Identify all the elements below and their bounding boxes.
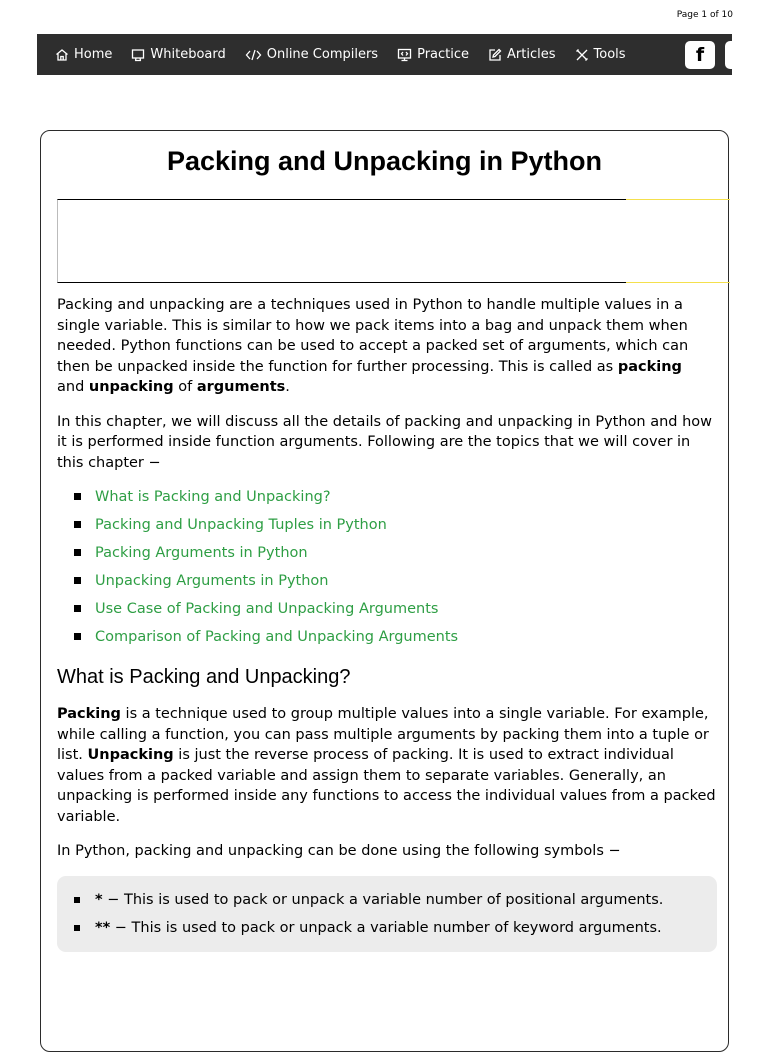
top-navbar	[37, 34, 732, 75]
nav-practice-label: Practice	[417, 47, 470, 62]
facebook-icon: f	[695, 44, 705, 66]
nav-practice[interactable]	[397, 47, 469, 62]
symbol-item	[57, 918, 717, 938]
whiteboard-icon	[131, 48, 145, 62]
topic-link[interactable]: Comparison of Packing and Unpacking Arguments	[57, 627, 717, 655]
intro-mid1: and	[57, 379, 89, 395]
intro-bold-packing: packing	[617, 358, 682, 375]
intro-bold-arguments: arguments	[196, 379, 286, 395]
nav-whiteboard[interactable]	[131, 47, 225, 62]
definition-bold-unpacking: Unpacking	[87, 747, 174, 763]
tools-icon	[575, 48, 589, 62]
page-title: Packing and Unpacking in Python	[166, 146, 603, 176]
topic-link[interactable]: Packing Arguments in Python	[57, 543, 717, 571]
ad-placeholder-accent	[626, 199, 730, 283]
nav-tools[interactable]	[575, 47, 626, 62]
chapter-paragraph: In this chapter, we will discuss all the details of packing and unpacking in Python and how it is performed inside function arguments. Following are the topics that we will cover in this chapter −	[57, 413, 713, 471]
intro-text: Packing and unpacking are a techniques used in Python to handle multiple values in a single variable. This is similar to how we pack items into a bag and unpack them when needed. Python functions can be used to accept a packed set of arguments, which can then be unpacked inside the function for further processing. This is called as	[57, 297, 689, 375]
home-icon	[55, 48, 69, 62]
social-button[interactable]	[725, 41, 732, 69]
definition-paragraph	[57, 704, 717, 827]
nav-whiteboard-label: Whiteboard	[150, 47, 226, 62]
symbol-star: *	[95, 891, 103, 908]
page-number: Page 1 of 10	[676, 10, 733, 20]
edit-icon	[488, 48, 502, 62]
section-heading: What is Packing and Unpacking?	[57, 666, 351, 688]
article-content	[57, 295, 717, 966]
symbol-double-star: **	[95, 919, 111, 936]
intro-bold-unpacking: unpacking	[88, 379, 174, 395]
nav-articles-label: Articles	[507, 47, 556, 62]
symbol-item	[57, 890, 717, 918]
monitor-icon	[397, 48, 412, 62]
symbol-desc: − This is used to pack or unpack a variable number of positional arguments.	[102, 891, 664, 908]
topic-link[interactable]: What is Packing and Unpacking?	[57, 487, 717, 515]
topic-link[interactable]: Unpacking Arguments in Python	[57, 571, 717, 599]
topics-list	[57, 487, 717, 655]
nav-online-compilers[interactable]	[245, 47, 378, 62]
symbol-desc: − This is used to pack or unpack a variable number of keyword arguments.	[110, 919, 662, 936]
definition-bold-packing: Packing	[57, 706, 121, 722]
intro-end: .	[285, 379, 290, 395]
symbols-intro: In Python, packing and unpacking can be done using the following symbols −	[57, 843, 621, 859]
nav-online-compilers-label: Online Compilers	[266, 47, 379, 62]
symbols-list	[57, 876, 717, 952]
nav-tools-label: Tools	[593, 47, 626, 62]
ad-placeholder	[57, 199, 627, 283]
topic-link[interactable]: Use Case of Packing and Unpacking Arguments	[57, 599, 717, 627]
definition-text2: is just the reverse process of packing. It is used to extract individual values from a packed variable and assign them to separate variables. Generally, an unpacking is performed inside any functions to access the individual values from a packed variable.	[57, 747, 716, 825]
nav-home-label: Home	[74, 47, 113, 62]
facebook-button[interactable]	[685, 41, 715, 69]
intro-paragraph	[57, 295, 717, 398]
intro-mid2: of	[173, 379, 197, 395]
definition-text1: is a technique used to group multiple values into a single variable. For example, while calling a function, you can pass multiple arguments by packing them into a tuple or list.	[57, 706, 709, 763]
nav-articles[interactable]	[488, 47, 555, 62]
code-icon	[245, 48, 262, 62]
nav-home[interactable]	[55, 47, 112, 62]
topic-link[interactable]: Packing and Unpacking Tuples in Python	[57, 515, 717, 543]
